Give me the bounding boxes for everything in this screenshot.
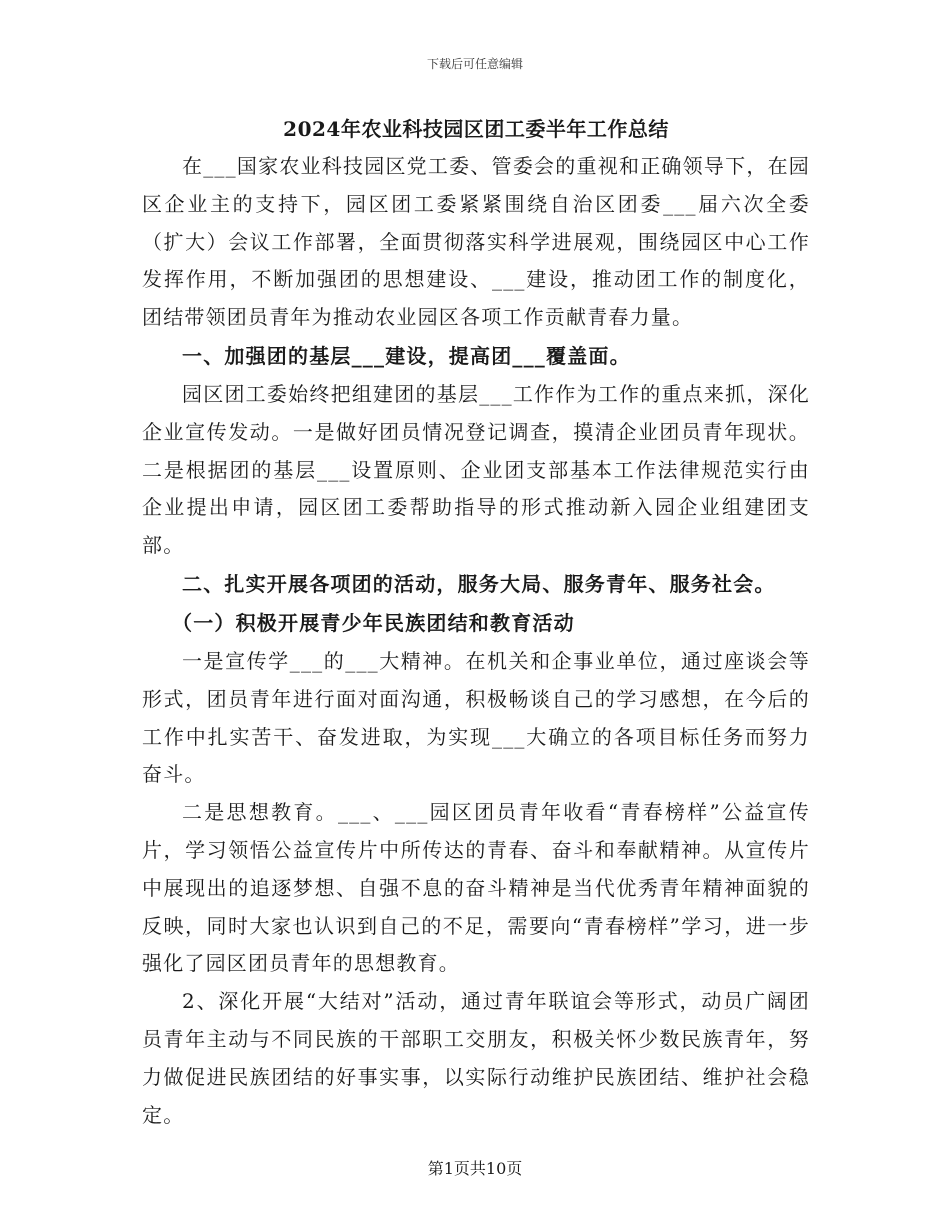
header-note: 下载后可任意编辑 — [426, 57, 523, 71]
subsection-1-paragraph-1: 一是宣传学___的___大精神。在机关和企事业单位，通过座谈会等形式，团员青年进行面对面沟通，积极畅谈自己的学习感想，在今后的工作中扎实苦干、奋发进取，为实现___大确立的各项目标任务而努力奋斗。 — [142, 648, 810, 787]
intro-paragraph: 在___国家农业科技园区党工委、管委会的重视和正确领导下，在园区企业主的支持下，园区团工委紧紧围绕自治区团委___届六次全委（扩大）会议工作部署，全面贯彻落实科学进展观，围绕园区中心工作发挥作用，不断加强团的思想建设、___建设，推动团工作的制度化，团结带领团员青年为推动农业园区各项工作贡献青春力量。 — [142, 154, 810, 330]
page-footer: 第1页共10页 — [427, 1159, 523, 1178]
section-heading-2: 二、扎实开展各项团的活动，服务大局、服务青年、服务社会。 — [182, 571, 776, 596]
section-heading-1: 一、加强团的基层___建设，提高团___覆盖面。 — [182, 343, 631, 368]
document-title: 2024年农业科技园区团工委半年工作总结 — [283, 117, 669, 141]
document-body — [142, 110, 810, 1134]
subsection-heading-1: （一）积极开展青少年民族团结和教育活动 — [172, 610, 575, 635]
section-1-paragraph: 园区团工委始终把组建团的基层___工作作为工作的重点来抓，深化企业宣传发动。一是做好团员情况登记调查，摸清企业团员青年现状。二是根据团的基层___设置原则、企业团支部基本工作法律规范实行由企业提出申请，园区团工委帮助指导的形式推动新入园企业组建团支部。 — [142, 381, 810, 558]
subsection-1-paragraph-2: 二是思想教育。___、___园区团员青年收看“青春榜样”公益宣传片，学习领悟公益宣传片中所传达的青春、奋斗和奉献精神。从宣传片中展现出的追逐梦想、自强不息的奋斗精神是当代优秀青年精神面貌的反映，同时大家也认识到自己的不足，需要向“青春榜样”学习，进一步强化了园区团员青年的思想教育。 — [142, 800, 810, 976]
subsection-1-paragraph-3: 2、深化开展“大结对”活动，通过青年联谊会等形式，动员广阔团员青年主动与不同民族的干部职工交朋友，积极关怀少数民族青年，努力做促进民族团结的好事实事，以实际行动维护民族团结、维护社会稳定。 — [142, 989, 810, 1127]
